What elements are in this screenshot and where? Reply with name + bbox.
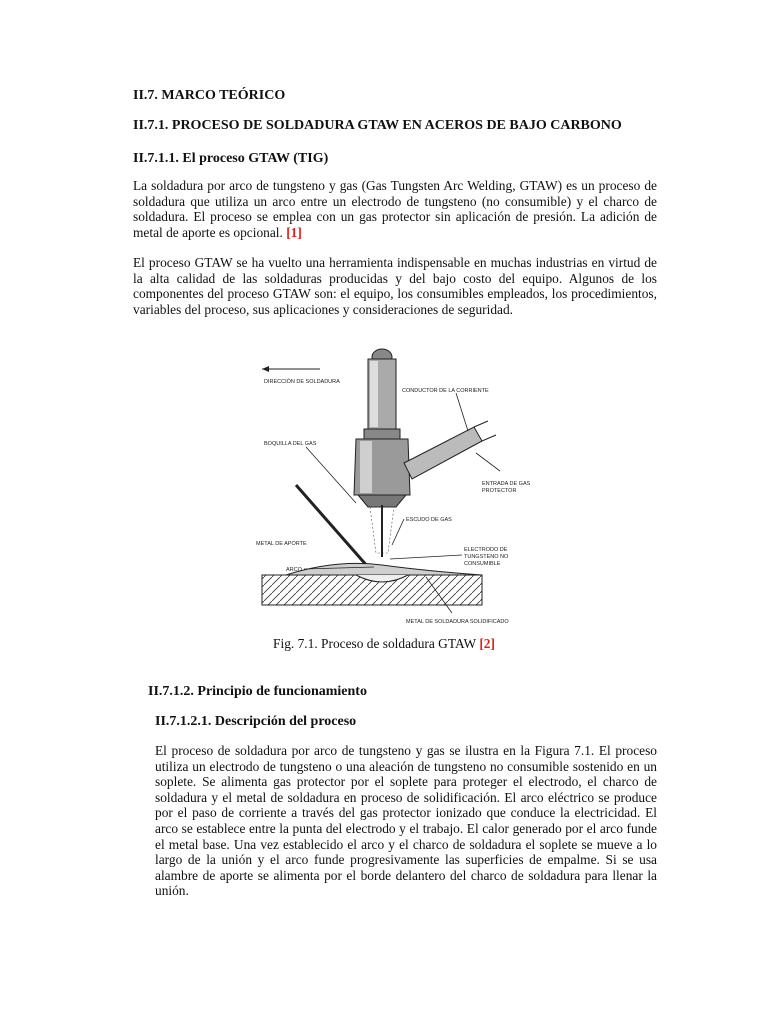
heading-principio: II.7.1.2. Principio de funcionamiento	[148, 684, 367, 699]
gtaw-figure	[256, 345, 531, 633]
label-electrodo-3: CONSUMIBLE	[464, 561, 501, 567]
cable-icon	[404, 421, 496, 479]
gas-shield-icon	[370, 505, 394, 557]
label-metal-aporte: METAL DE APORTE	[256, 541, 307, 547]
gtaw-diagram	[256, 345, 531, 633]
paragraph-intro	[133, 178, 657, 240]
filler-rod-icon	[296, 485, 368, 567]
citation-ref-1[interactable]: [1]	[286, 224, 302, 240]
citation-ref-2[interactable]: [2]	[479, 636, 495, 651]
paragraph-description: El proceso de soldadura por arco de tungsteno y gas se ilustra en la Figura 7.1. El proceso utiliza un electrodo de tungsteno o una aleación de tungsteno no consumible sostenido en un soplete. Se alimenta gas protector por el soplete para proteger el electrodo, el charco de soldadura y el metal de soldadura en proceso de solidificación. El arco eléctrico se produce por el paso de corriente a través del gas protector ionizado que conduce la electricidad. El arco se establece entre la punta del electrodo y el trabajo. El calor generado por el arco funde el metal base. Una vez establecido el arco y el charco de soldadura el soplete se mueve a lo largo de la unión y el arco funde progresivamente las superficies de empalme. Si se usa alambre de aporte se alimenta por el borde delantero del charco de soldadura para llenar la unión.	[155, 743, 657, 899]
paragraph-intro-text: La soldadura por arco de tungsteno y gas (Gas Tungsten Arc Welding, GTAW) es un proceso de soldadura que utiliza un arco entre un electrodo de tungsteno (no consumible) y el charco de soldadura. El proceso se emplea con un gas protector sin aplicación de presión. La adición de metal de aporte es opcional.	[133, 178, 657, 240]
label-entrada-1: ENTRADA DE GAS	[482, 481, 531, 487]
label-electrodo-2: TUNGSTENO NO	[464, 554, 509, 560]
direction-arrow-icon	[262, 366, 320, 372]
label-direccion: DIRECCIÓN DE SOLDADURA	[264, 379, 340, 385]
figure-caption	[0, 636, 768, 652]
heading-marco-teorico: II.7. MARCO TEÓRICO	[133, 88, 286, 103]
label-arco: ARCO	[286, 567, 302, 573]
heading-el-proceso-gtaw: II.7.1.1. El proceso GTAW (TIG)	[133, 151, 329, 166]
label-conductor: CONDUCTOR DE LA CORRIENTE	[402, 388, 489, 394]
figure-caption-text: Fig. 7.1. Proceso de soldadura GTAW	[273, 636, 476, 651]
paragraph-components: El proceso GTAW se ha vuelto una herramienta indispensable en muchas industrias en virtud de la alta calidad de las soldaduras producidas y del bajo costo del equipo. Algunos de los componentes del proceso GTAW son: el equipo, los consumibles empleados, los procedimientos, variables del proceso, sus aplicaciones y consideraciones de seguridad.	[133, 255, 657, 317]
torch-icon	[354, 349, 410, 507]
label-escudo: ESCUDO DE GAS	[406, 517, 452, 523]
label-boquilla: BOQUILLA DEL GAS	[264, 441, 317, 447]
label-electrodo-1: ELECTRODO DE	[464, 547, 508, 553]
heading-proceso-gtaw-aceros: II.7.1. PROCESO DE SOLDADURA GTAW EN ACEROS DE BAJO CARBONO	[133, 118, 622, 133]
heading-descripcion: II.7.1.2.1. Descripción del proceso	[155, 714, 357, 729]
label-entrada-2: PROTECTOR	[482, 488, 517, 494]
label-metal-solidificado: METAL DE SOLDADURA SOLIDIFICADO	[406, 619, 509, 625]
